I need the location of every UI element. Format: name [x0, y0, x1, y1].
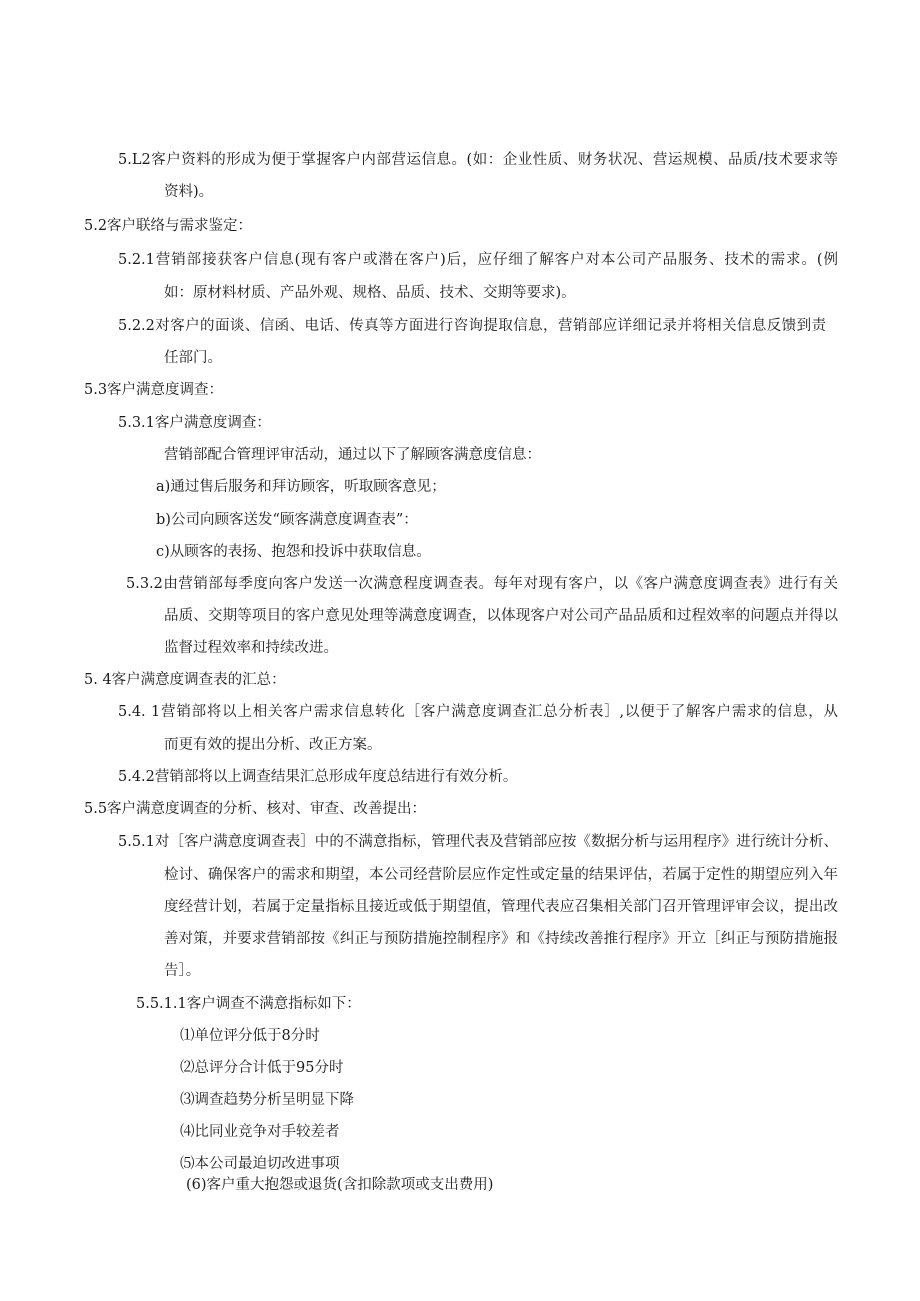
text-line: 而更有效的提出分析、改正方案。: [164, 737, 382, 753]
text-line: ⑶调查趋势分析呈明显下降: [180, 1092, 354, 1108]
text-line: 5.3.1客户满意度调查：: [118, 415, 271, 431]
text-line: 5.2.1营销部接获客户信息(现有客户或潜在客户)后，应仔细了解客户对本公司产品服务、技术的需求。(例: [118, 252, 838, 268]
text-line: 营销部配合管理评审活动，通过以下了解顾客满意度信息：: [164, 447, 541, 463]
text-line: b)公司向顾客送发“顾客满意度调查表”：: [156, 512, 418, 528]
text-line: ⑵总评分合计低于95分时: [180, 1060, 344, 1076]
text-line: (6)客户重大抱怨或退货(含扣除款项或支出费用): [186, 1177, 494, 1193]
text-line: 5.3.2由营销部每季度向客户发送一次满意程度调查表。每年对现有客户，以《客户满意度调查表》进行有关: [126, 576, 838, 592]
text-line: ⑴单位评分低于8分时: [180, 1028, 320, 1044]
text-line: 监督过程效率和持续改进。: [164, 640, 338, 656]
text-line: 度经营计划，若属于定量指标且接近或低于期望值，管理代表应召集相关部门召开管理评审会议，提出改: [164, 899, 838, 915]
text-line: 善对策，并要求营销部按《纠正与预防措施控制程序》和《持续改善推行程序》开立［纠正与预防措施报: [164, 931, 838, 947]
text-line: 品质、交期等项目的客户意见处理等满意度调查，以体现客户对公司产品品质和过程效率的问题点并得以: [164, 608, 838, 624]
text-line: 检讨、确保客户的需求和期望，本公司经营阶层应作定性或定量的结果评估，若属于定性的期望应列入年: [164, 867, 838, 883]
text-line: 告］。: [164, 963, 201, 979]
text-line: 5.3客户满意度调查：: [84, 382, 224, 398]
text-line: 5.5.1对［客户满意度调查表］中的不满意指标，管理代表及营销部应按《数据分析与运用程序》进行统计分析、: [118, 834, 838, 850]
text-line: 5.2.2对客户的面谈、信函、电话、传真等方面进行咨询提取信息，营销部应详细记录并将相关信息反馈到责: [118, 318, 826, 334]
text-line: c)从顾客的表扬、抱怨和投诉中获取信息。: [156, 544, 431, 560]
text-line: 任部门。: [164, 350, 222, 366]
text-line: 5.5.1.1客户调查不满意指标如下：: [136, 996, 361, 1012]
text-line: 资料)。: [164, 184, 214, 200]
text-line: 5.5客户满意度调查的分析、核对、审查、改善提出：: [84, 801, 427, 817]
text-line: ⑷比同业竞争对手较差者: [180, 1124, 340, 1140]
text-line: 5.4. 1营销部将以上相关客户需求信息转化［客户满意度调查汇总分析表］,以便于了解客户需求的信息，从: [118, 704, 838, 720]
text-line: 5.4.2营销部将以上调查结果汇总形成年度总结进行有效分析。: [118, 769, 518, 785]
text-line: a)通过售后服务和拜访顾客，听取顾客意见；: [156, 479, 446, 495]
text-line: 5. 4客户满意度调查表的汇总：: [84, 672, 286, 688]
text-line: ⑸本公司最迫切改进事项: [180, 1156, 340, 1172]
text-line: 5.2客户联络与需求鉴定：: [84, 218, 253, 234]
text-line: 如：原材料材质、产品外观、规格、品质、技术、交期等要求)。: [164, 285, 576, 301]
text-line: 5.L2客户资料的形成为便于掌握客户内部营运信息。(如：企业性质、财务状况、营运规模、品质/技术要求等: [118, 152, 838, 168]
